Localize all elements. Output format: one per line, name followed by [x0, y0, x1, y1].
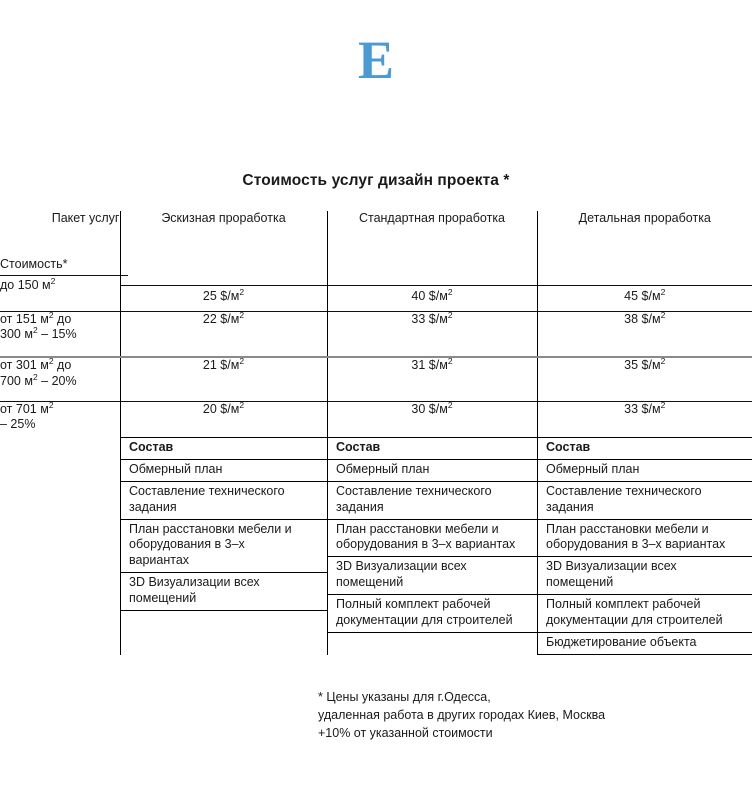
pricing-table — [0, 211, 752, 441]
composition-item: План расстановки мебели и оборудования в 3–х вариантах — [328, 520, 537, 558]
row-label-701-line2: – 25% — [0, 417, 36, 432]
composition-item: Составление технического задания — [538, 482, 752, 520]
composition-item: Полный комплект рабочей документации для строителей — [328, 595, 537, 633]
composition-item: План расстановки мебели и оборудования в 3–х вариантах — [538, 520, 752, 558]
composition-column-standartnaya — [327, 437, 537, 655]
row-label-151 — [0, 311, 120, 357]
composition-heading: Состав — [538, 438, 752, 460]
price-detalnaya-2: 38 $\$/м^2$ — [537, 311, 752, 357]
footnote — [318, 688, 738, 742]
header-eskiznaya: Эскизная проработка — [120, 211, 327, 257]
price-standartnaya-4: 30 $\$/м^2$ — [327, 401, 537, 441]
row-label-301 — [0, 357, 120, 401]
composition-heading: Состав — [328, 438, 537, 460]
header-package: Пакет услуг — [0, 211, 120, 257]
table-row — [0, 257, 752, 311]
row-label-301-line1: от 301 $м^2$ до — [0, 355, 72, 372]
row-label-cost-line1: Стоимость* — [0, 257, 68, 271]
composition-item: 3D Визуализации всех помещений — [328, 557, 537, 595]
logo-area — [0, 0, 752, 120]
price-eskiznaya-4: 20 $\$/м^2$ — [120, 401, 327, 441]
price-eskiznaya-2: 22 $\$/м^2$ — [120, 311, 327, 357]
composition-item: Обмерный план — [328, 460, 537, 482]
composition-item: План расстановки мебели и оборудования в 3–х вариантах — [121, 520, 327, 574]
composition-section — [120, 437, 752, 655]
footnote-line-2: удаленная работа в других городах Киев, Москва — [318, 708, 606, 723]
header-standartnaya: Стандартная проработка — [327, 211, 537, 257]
table-row — [0, 401, 752, 441]
row-label-151-line1: от 151 $м^2$ до — [0, 309, 72, 326]
composition-item: Бюджетирование объекта — [538, 633, 752, 655]
row-label-151-line2: 300 $м^2 - 15\%$ — [0, 324, 77, 342]
composition-item: Обмерный план — [538, 460, 752, 482]
table-header-row — [0, 211, 752, 257]
page-title: Стоимость услуг дизайн проекта * — [242, 172, 510, 189]
price-standartnaya-3: 31 $\$/м^2$ — [327, 357, 537, 401]
composition-heading: Состав — [121, 438, 327, 460]
price-detalnaya-3: 35 $\$/м^2$ — [537, 357, 752, 401]
composition-item: Полный комплект рабочей документации для строителей — [538, 595, 752, 633]
row-label-701 — [0, 401, 120, 441]
sup-sqm: 2 — [50, 275, 56, 286]
price-eskiznaya-3: 21 $\$/м^2$ — [120, 357, 327, 401]
composition-item: Составление технического задания — [121, 482, 327, 520]
header-detalnaya: Детальная проработка — [578, 211, 711, 225]
row-label-301-line2: 700 $м^2 - 20\%$ — [0, 371, 77, 388]
composition-column-eskiznaya — [120, 437, 327, 655]
footnote-line-1: * Цены указаны для г.Одесса, — [318, 690, 491, 704]
table-row — [0, 311, 752, 357]
brand-logo-letter: E — [357, 30, 395, 90]
price-eskiznaya-1: 25 $\$/м^2$ — [120, 257, 327, 311]
row-label-701-line1: от 701 $м^2$ — [0, 399, 54, 416]
price-detalnaya-1: 45 $\$/м^2$ — [537, 257, 752, 311]
table-row — [0, 357, 752, 401]
composition-item: Обмерный план — [121, 460, 327, 482]
row-label-cost-line2: до 150 $м^2$ — [0, 275, 128, 294]
price-detalnaya-4: 33 $\$/м^2$ — [537, 401, 752, 441]
composition-column-detalnaya — [537, 437, 752, 655]
price-standartnaya-2: 33 $\$/м^2$ — [327, 311, 537, 357]
row-label-cost — [0, 257, 120, 311]
composition-item: Составление технического задания — [328, 482, 537, 520]
composition-item: 3D Визуализации всех помещений — [538, 557, 752, 595]
footnote-line-3: +10% от указанной стоимости — [318, 726, 493, 741]
composition-item: 3D Визуализации всех помещений — [121, 573, 327, 611]
price-standartnaya-1: 40 $\$/м^2$ — [327, 257, 537, 311]
